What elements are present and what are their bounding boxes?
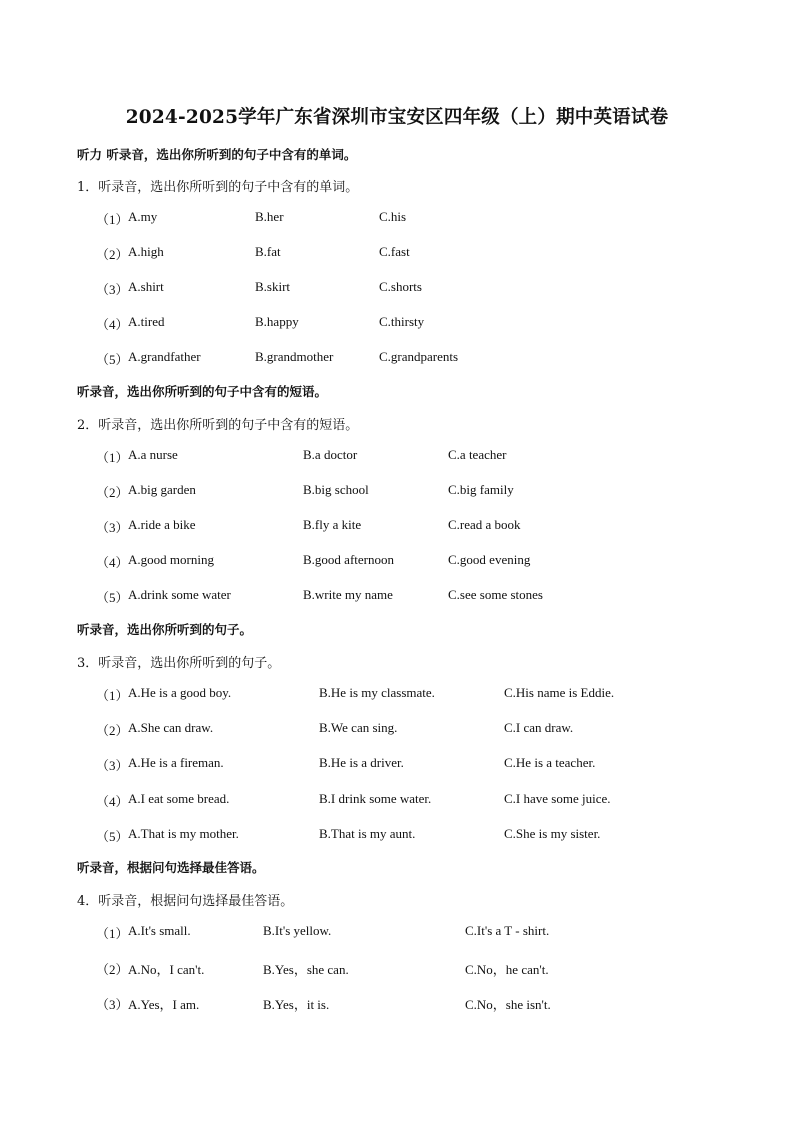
option-a[interactable]: A.big garden	[128, 482, 196, 497]
option-a[interactable]: A.Yes，I am.	[128, 997, 200, 1012]
section-heading: 听力 听录音，选出你所听到的句子中含有的单词。	[77, 147, 357, 162]
section-heading: 听录音，选出你所听到的句子。	[77, 622, 253, 637]
question-prompt: 3．听录音，选出你所听到的句子。	[77, 656, 281, 671]
option-b[interactable]: B.Yes，it is.	[263, 997, 330, 1012]
option-b[interactable]: B.fat	[255, 244, 281, 259]
option-b[interactable]: B.write my name	[303, 587, 393, 602]
answer-row	[96, 482, 736, 502]
item-number: （2）	[96, 247, 129, 262]
option-b[interactable]: B.We can sing.	[319, 720, 398, 735]
item-number: （5）	[96, 590, 129, 605]
answer-row	[96, 755, 736, 775]
option-a[interactable]: A.high	[128, 244, 164, 259]
answer-row	[96, 923, 736, 943]
option-a[interactable]: A.good morning	[128, 552, 214, 567]
answer-row	[96, 959, 736, 979]
answer-row	[96, 791, 736, 811]
option-c[interactable]: C.I can draw.	[504, 720, 574, 735]
option-b[interactable]: B.good afternoon	[303, 552, 394, 567]
option-a[interactable]: A.He is a fireman.	[128, 755, 224, 770]
option-a[interactable]: A.He is a good boy.	[128, 685, 232, 700]
option-c[interactable]: C.She is my sister.	[504, 826, 601, 841]
answer-row	[96, 720, 736, 740]
item-number: （3）	[96, 520, 129, 535]
option-c[interactable]: C.good evening	[448, 552, 531, 567]
answer-row	[96, 826, 736, 846]
option-a[interactable]: A.my	[128, 209, 158, 224]
option-b[interactable]: B.He is my classmate.	[319, 685, 435, 700]
page-title: 2024-2025学年广东省深圳市宝安区四年级（上）期中英语试卷	[125, 107, 669, 128]
option-b[interactable]: B.fly a kite	[303, 517, 362, 532]
option-c[interactable]: C.his	[379, 209, 407, 224]
answer-row	[96, 447, 736, 467]
option-c[interactable]: C.thirsty	[379, 314, 425, 329]
option-c[interactable]: C.He is a teacher.	[504, 755, 596, 770]
option-a[interactable]: A.tired	[128, 314, 165, 329]
option-a[interactable]: A.drink some water	[128, 587, 231, 602]
option-b[interactable]: B.That is my aunt.	[319, 826, 416, 841]
item-number: （4）	[96, 794, 129, 809]
option-b[interactable]: B.her	[255, 209, 284, 224]
option-c[interactable]: C.No，he can't.	[465, 962, 549, 977]
option-c[interactable]: C.a teacher	[448, 447, 507, 462]
item-number: （5）	[96, 352, 129, 367]
question-prompt: 2．听录音，选出你所听到的句子中含有的短语。	[77, 418, 359, 433]
option-c[interactable]: C.big family	[448, 482, 514, 497]
item-number: （1）	[96, 450, 129, 465]
item-number: （2）	[96, 962, 129, 977]
answer-row	[96, 244, 736, 264]
answer-row	[96, 279, 736, 299]
option-c[interactable]: C.His name is Eddie.	[504, 685, 615, 700]
option-a[interactable]: A.That is my mother.	[128, 826, 239, 841]
answer-row	[96, 994, 736, 1014]
option-b[interactable]: B.I drink some water.	[319, 791, 432, 806]
option-a[interactable]: A.a nurse	[128, 447, 178, 462]
option-c[interactable]: C.I have some juice.	[504, 791, 611, 806]
option-b[interactable]: B.happy	[255, 314, 299, 329]
section-heading: 听录音，选出你所听到的句子中含有的短语。	[77, 384, 328, 399]
option-c[interactable]: C.shorts	[379, 279, 422, 294]
option-b[interactable]: B.skirt	[255, 279, 291, 294]
option-a[interactable]: A.grandfather	[128, 349, 201, 364]
option-c[interactable]: C.fast	[379, 244, 410, 259]
option-a[interactable]: A.She can draw.	[128, 720, 214, 735]
option-a[interactable]: A.I eat some bread.	[128, 791, 230, 806]
option-a[interactable]: A.It's small.	[128, 923, 191, 938]
answer-row	[96, 517, 736, 537]
option-a[interactable]: A.No，I can't.	[128, 962, 205, 977]
option-b[interactable]: B.He is a driver.	[319, 755, 404, 770]
answer-row	[96, 314, 736, 334]
option-b[interactable]: B.Yes，she can.	[263, 962, 349, 977]
item-number: （4）	[96, 555, 129, 570]
option-c[interactable]: C.grandparents	[379, 349, 459, 364]
option-b[interactable]: B.big school	[303, 482, 369, 497]
option-c[interactable]: C.No，she isn't.	[465, 997, 551, 1012]
item-number: （5）	[96, 829, 129, 844]
answer-row	[96, 552, 736, 572]
item-number: （2）	[96, 485, 129, 500]
item-number: （1）	[96, 926, 129, 941]
item-number: （4）	[96, 317, 129, 332]
item-number: （3）	[96, 997, 129, 1012]
item-number: （3）	[96, 758, 129, 773]
option-c[interactable]: C.read a book	[448, 517, 521, 532]
option-a[interactable]: A.ride a bike	[128, 517, 196, 532]
item-number: （3）	[96, 282, 129, 297]
option-c[interactable]: C.It's a T - shirt.	[465, 923, 550, 938]
option-b[interactable]: B.grandmother	[255, 349, 334, 364]
option-a[interactable]: A.shirt	[128, 279, 164, 294]
item-number: （1）	[96, 688, 129, 703]
question-prompt: 1．听录音，选出你所听到的句子中含有的单词。	[77, 180, 359, 195]
answer-row	[96, 209, 736, 229]
answer-row	[96, 349, 736, 369]
option-b[interactable]: B.a doctor	[303, 447, 358, 462]
item-number: （1）	[96, 212, 129, 227]
section-heading: 听录音，根据问句选择最佳答语。	[77, 860, 265, 875]
question-prompt: 4．听录音，根据问句选择最佳答语。	[77, 894, 294, 909]
answer-row	[96, 587, 736, 607]
answer-row	[96, 685, 736, 705]
option-c[interactable]: C.see some stones	[448, 587, 543, 602]
item-number: （2）	[96, 723, 129, 738]
option-b[interactable]: B.It's yellow.	[263, 923, 332, 938]
